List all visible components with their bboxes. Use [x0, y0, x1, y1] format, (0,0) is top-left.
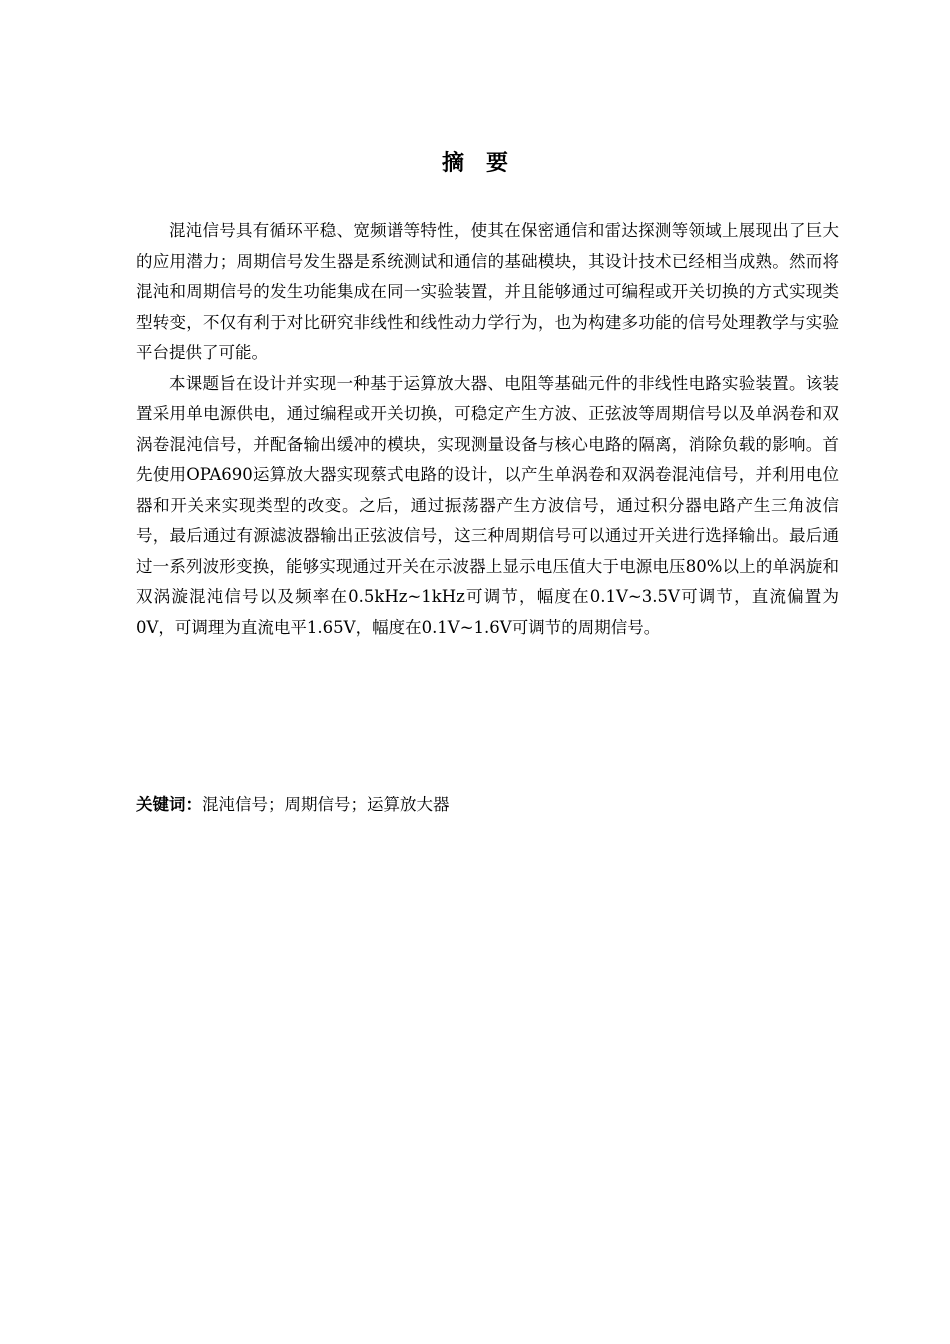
keywords-value: 混沌信号；周期信号；运算放大器: [202, 795, 450, 814]
abstract-title: 摘 要: [441, 151, 508, 176]
keywords-line: [136, 790, 839, 820]
keywords-label: 关键词：: [136, 795, 202, 814]
abstract-body: [136, 216, 839, 643]
abstract-paragraph-2: 本课题旨在设计并实现一种基于运算放大器、电阻等基础元件的非线性电路实验装置。该装置采用单电源供电，通过编程或开关切换，可稳定产生方波、正弦波等周期信号以及单涡卷和双涡卷混沌信号，并配备输出缓冲的模块，实现测量设备与核心电路的隔离，消除负载的影响。首先使用OPA690运算放大器实现蔡式电路的设计，以产生单涡卷和双涡卷混沌信号，并利用电位器和开关来实现类型的改变。之后，通过振荡器产生方波信号，通过积分器电路产生三角波信号，最后通过有源滤波器输出正弦波信号，这三种周期信号可以通过开关进行选择输出。最后通过一系列波形变换，能够实现通过开关在示波器上显示电压值大于电源电压80%以上的单涡旋和双涡漩混沌信号以及频率在0.5kHz~1kHz可调节，幅度在0.1V~3.5V可调节，直流偏置为0V，可调理为直流电平1.65V，幅度在0.1V~1.6V可调节的周期信号。: [136, 373, 839, 637]
abstract-paragraph-1: 混沌信号具有循环平稳、宽频谱等特性，使其在保密通信和雷达探测等领域上展现出了巨大的应用潜力；周期信号发生器是系统测试和通信的基础模块，其设计技术已经相当成熟。然而将混沌和周期信号的发生功能集成在同一实验装置，并且能够通过可编程或开关切换的方式实现类型转变，不仅有利于对比研究非线性和线性动力学行为，也为构建多功能的信号处理教学与实验平台提供了可能。: [136, 221, 839, 362]
